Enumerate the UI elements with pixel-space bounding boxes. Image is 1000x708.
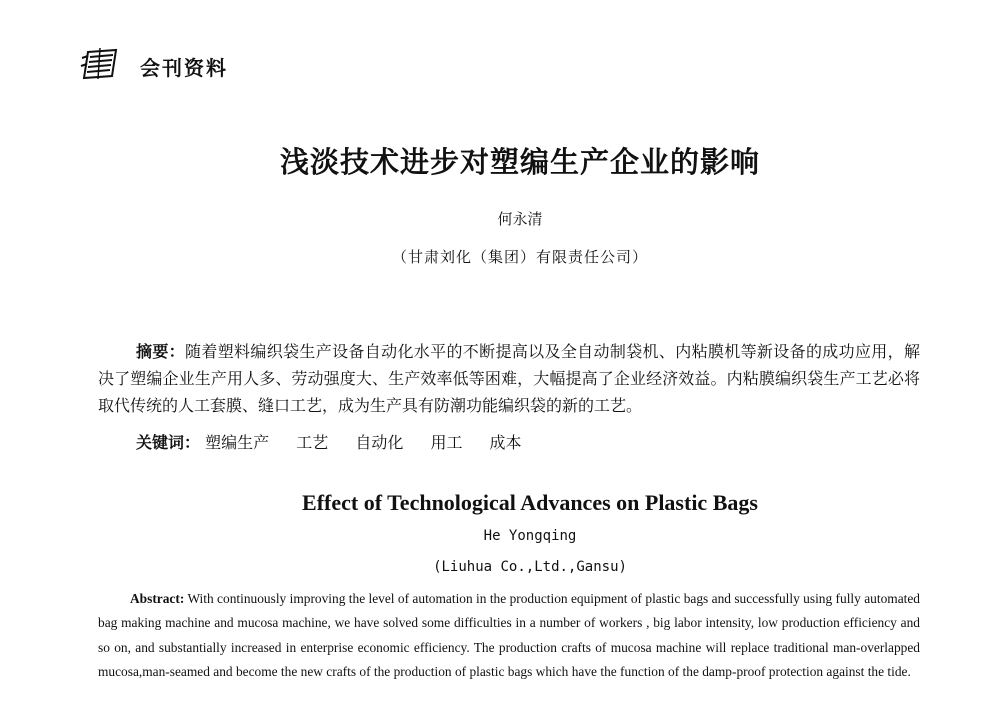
paper-title-cn: 浅淡技术进步对塑编生产企业的影响 (279, 145, 760, 179)
keywords-cn (136, 430, 544, 453)
abstract-cn (98, 338, 920, 419)
author-en: He Yongqing (483, 528, 577, 544)
abstract-label-cn: 摘要： (136, 342, 186, 361)
abstract-text-cn: 随着塑料编织袋生产设备自动化水平的不断提高以及全自动制袋机、内粘膜机等新设备的成功应用，解决了塑编企业生产用人多、劳动强度大、生产效率低等困难，大幅提高了企业经济效益。内粘膜编织袋生产工艺必将取代传统的人工套膜、缝口工艺，成为生产具有防潮功能编织袋的新的工艺。 (98, 342, 920, 415)
keyword: 成本 (489, 433, 522, 452)
abstract-label-en: Abstract: (130, 591, 185, 606)
paper-title-en: Effect of Technological Advances on Plastic Bags (302, 490, 758, 515)
abstract-en (98, 587, 920, 685)
journal-name: 会刊资料 (140, 56, 228, 80)
keyword: 塑编生产 (205, 433, 270, 452)
journal-logo-icon (80, 46, 120, 80)
keywords-label-cn: 关键词： (136, 433, 201, 452)
keyword: 工艺 (296, 433, 329, 452)
author-cn: 何永清 (497, 210, 543, 228)
affiliation-en: (Liuhua Co.,Ltd.,Gansu) (433, 559, 627, 575)
abstract-text-en: With continuously improving the level of automation in the production equipment of plastic bags and successfully using fully automated bag making machine and mucosa machine, we have solved some difficulties in a number of workers , big labor intensity, low production efficiency and so on, and substantially increased in enterprise economic efficiency. The production crafts of mucosa machine will replace traditional man-overlapped mucosa,man-seamed and become the new crafts of the production of plastic bags which have the function of the damp-proof protection against the tide. (98, 591, 920, 680)
affiliation-cn: （甘肃刘化（集团）有限责任公司） (391, 248, 648, 266)
keyword: 自动化 (355, 433, 404, 452)
keyword: 用工 (430, 433, 463, 452)
